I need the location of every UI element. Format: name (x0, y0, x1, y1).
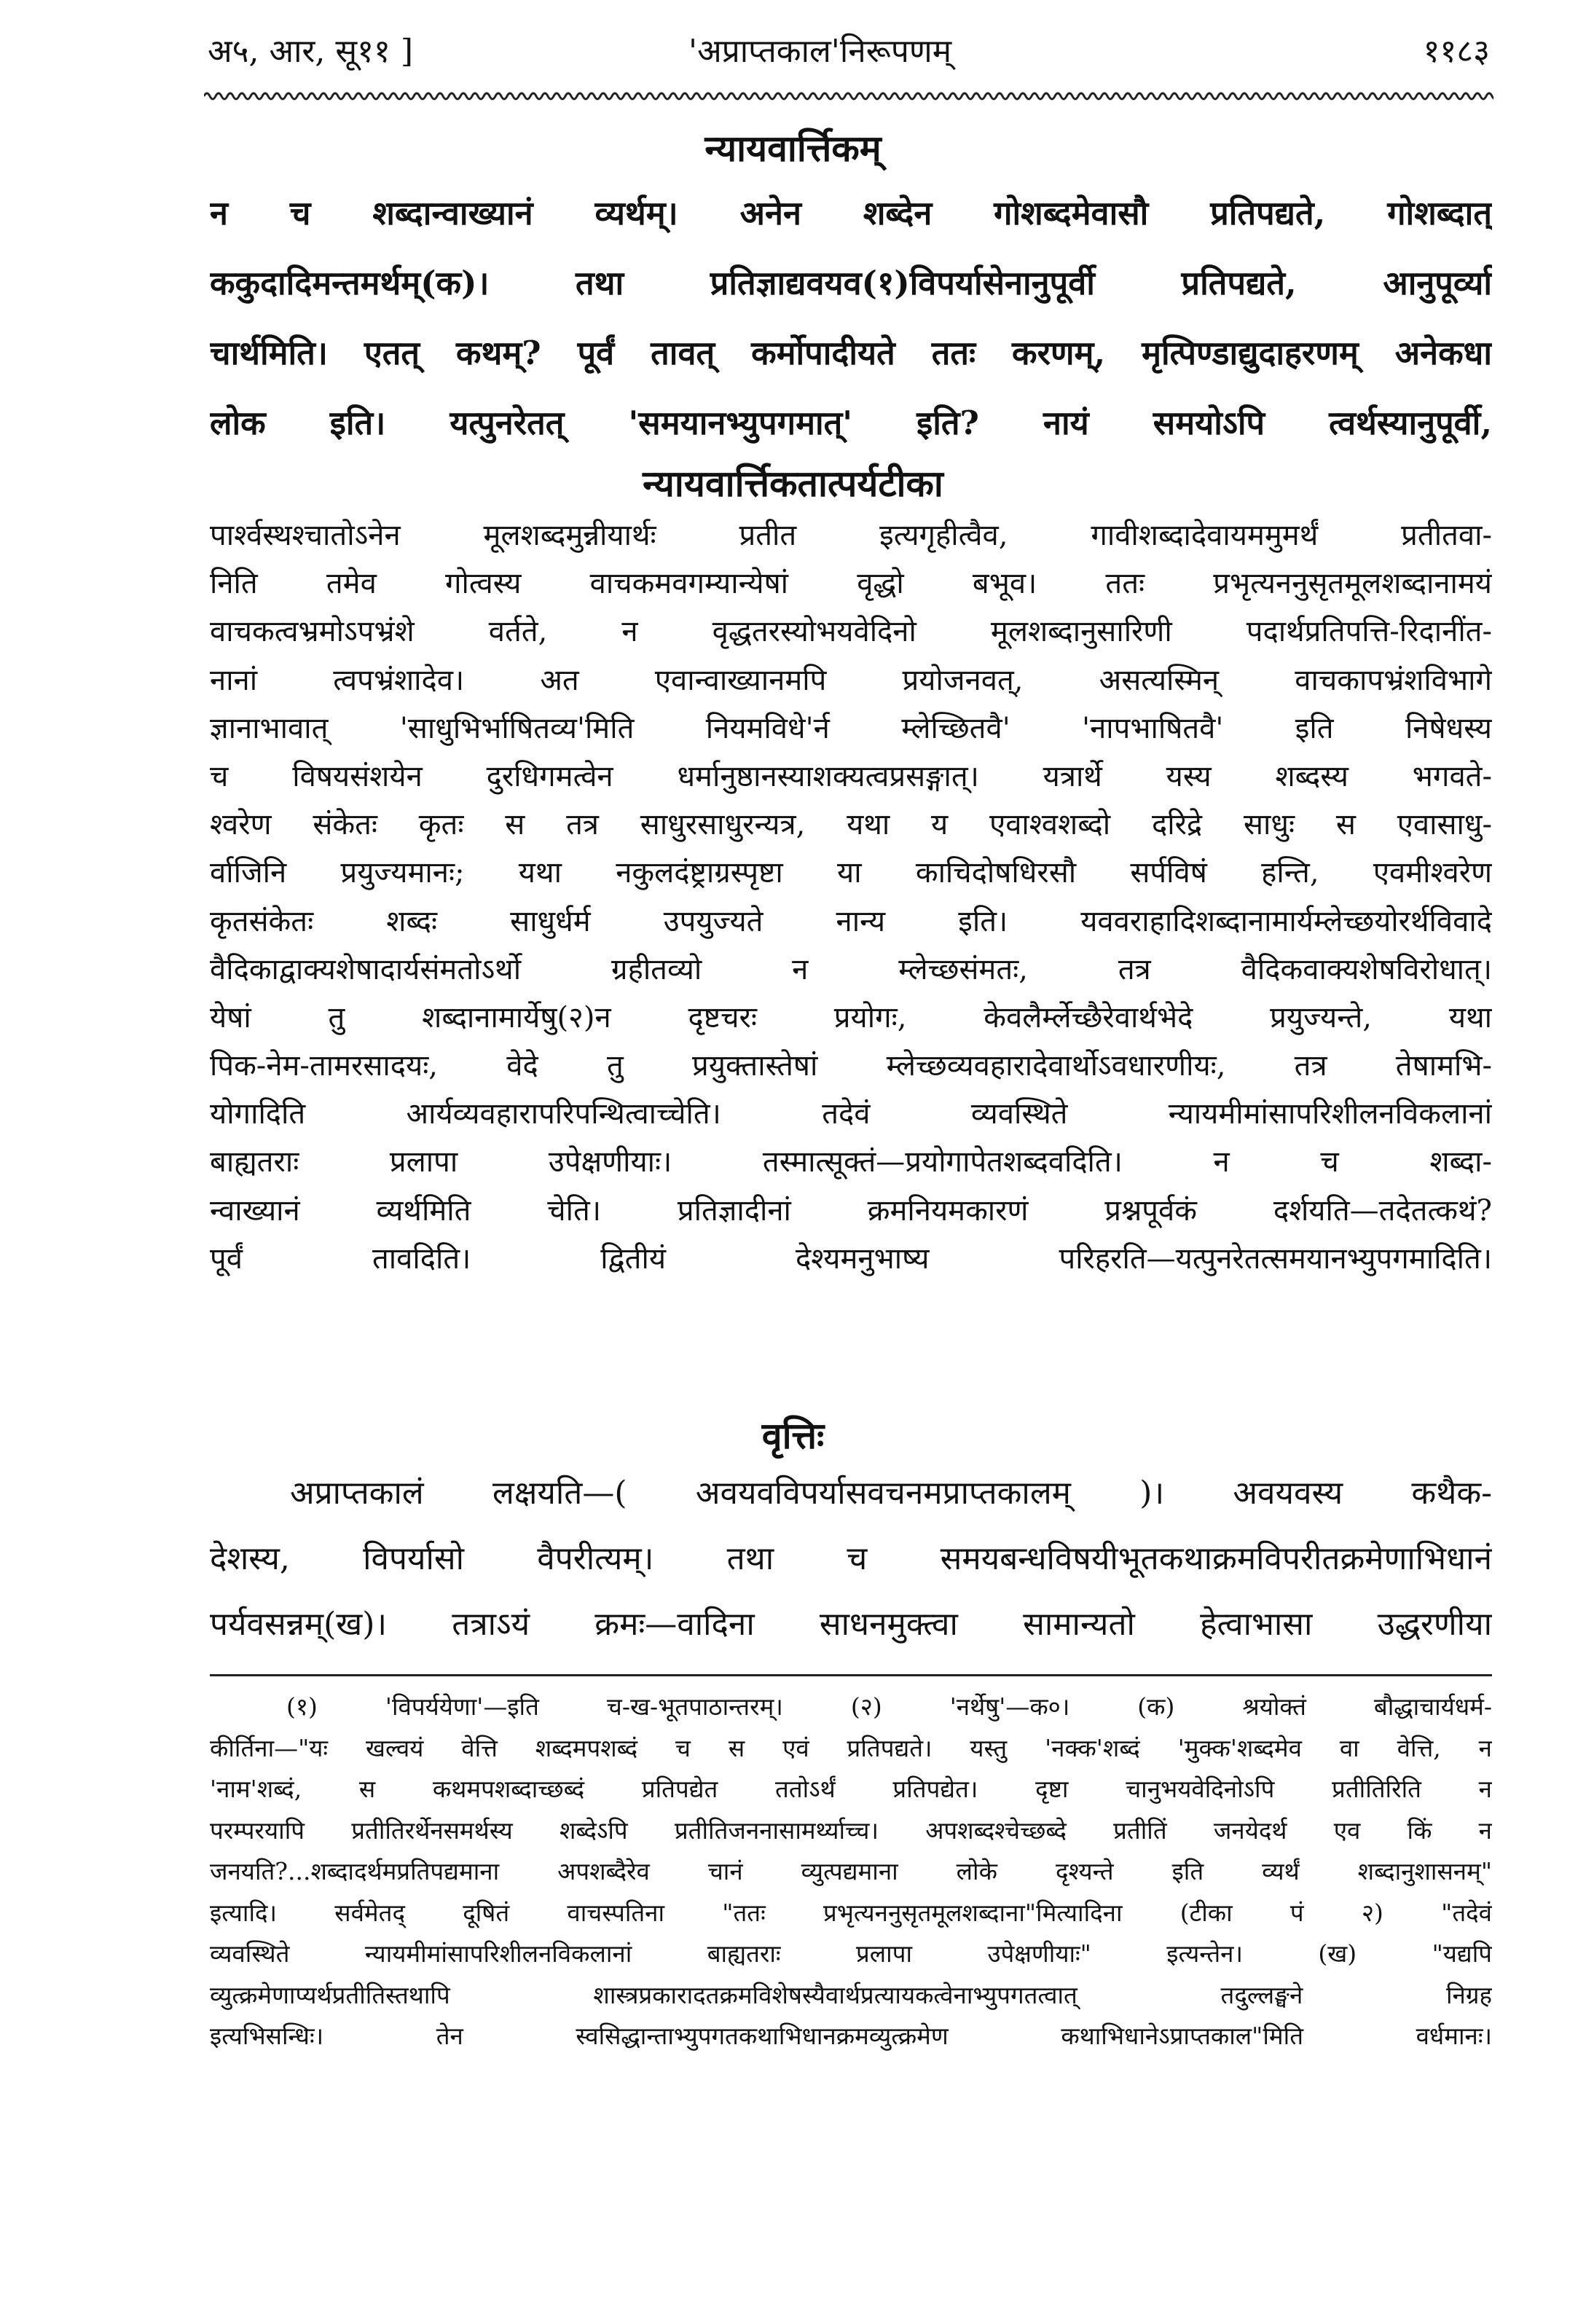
footnote-line: व्यवस्थिते न्यायमीमांसापरिशीलनविकलानां बाह्यतराः प्रलापा उपेक्षणीयाः" इत्यन्तेन। (ख) "यद्यपि (210, 1939, 1492, 1968)
vritti-text (210, 1461, 1492, 1657)
text-line: ककुदादिमन्तमर्थम्(क)। तथा प्रतिज्ञाद्यवयव(१)विपर्यासेनानुपूर्वी प्रतिपद्यते, आनुपूर्व्या (210, 264, 1492, 302)
footnote-rule (210, 1674, 1492, 1676)
section-heading-vritti: वृत्तिः (761, 1414, 825, 1457)
header-title: 'अप्राप्तकाल'निरूपणम् (688, 33, 952, 70)
text-line: वाचकत्वभ्रमोऽपभ्रंशे वर्तते, न वृद्धतरस्योभयवेदिनो मूलशब्दानुसारिणी पदार्थप्रतिपत्ति-रिदानींत- (210, 615, 1492, 649)
section-heading-tatparyatika: न्यायवार्त्तिकतात्पर्यटीका (643, 462, 943, 505)
text-line: पर्यवसन्नम्(ख)। तत्राऽयं क्रमः—वादिना साधनमुक्त्वा सामान्यतो हेत्वाभासा उद्धरणीया (210, 1606, 1492, 1643)
footnote-line: (१) 'विपर्ययेणा'—इति च-ख-भूतपाठान्तरम्। (२) 'नर्थेषु'—क०। (क) श्रयोक्तं बौद्धाचार्यधर्म- (286, 1692, 1492, 1721)
section-heading-nyayavartika: न्यायवार्त्तिकम् (704, 127, 882, 170)
text-line: बाह्यतराः प्रलापा उपेक्षणीयाः। तस्मात्सूक्तं—प्रयोगापेतशब्दवदिति। न च शब्दा- (210, 1145, 1492, 1179)
text-line: कृतसंकेतः शब्दः साधुर्धर्म उपयुज्यते नान्य इति। यववराहादिशब्दानामार्यम्लेच्छयोरर्थविवादे (210, 904, 1492, 938)
text-line: नानां त्वपभ्रंशादेव। अत एवान्वाख्यानमपि प्रयोजनवत्, असत्यस्मिन् वाचकापभ्रंशविभागे (210, 663, 1492, 697)
text-line: च विषयसंशयेन दुरधिगमत्वेन धर्मानुष्ठानस्याशक्यत्वप्रसङ्गात्। यत्रार्थे यस्य शब्दस्य भगवते- (210, 759, 1492, 793)
text-line: र्वाजिनि प्रयुज्यमानः; यथा नकुलदंष्ट्राग्रस्पृष्टा या काचिदोषधिरसौ सर्पविषं हन्ति, एवमीश्वरेण (210, 856, 1492, 890)
text-line: येषां तु शब्दानामार्येषु(२)न दृष्टचरः प्रयोगः, केवलैर्म्लेच्छैरेवार्थभेदे प्रयुज्यन्ते, यथा (210, 1000, 1492, 1035)
text-line: लोक इति। यत्पुनरेतत् 'समयानभ्युपगमात्' इति? नायं समयोऽपि त्वर्थस्यानुपूर्वी, (210, 404, 1492, 442)
text-line: अप्राप्तकालं लक्षयति—( अवयवविपर्यासवचनमप्राप्तकालम् )। अवयवस्य कथैक- (290, 1475, 1492, 1512)
text-line: श्वरेण संकेतः कृतः स तत्र साधुरसाधुरन्यत्र, यथा य एवाश्वशब्दो दरिद्रे साधुः स एवासाधु- (210, 808, 1492, 842)
text-line: देशस्य, विपर्यासो वैपरीत्यम्। तथा च समयबन्धविषयीभूतकथाक्रमविपरीतक्रमेणाभिधानं (210, 1540, 1492, 1577)
text-line: पिक-नेम-तामरसादयः, वेदे तु प्रयुक्तास्तेषां म्लेच्छव्यवहारादेवार्थोऽवधारणीयः, तत्र तेषामभि- (210, 1049, 1492, 1083)
text-line: चार्थमिति। एतत् कथम्? पूर्वं तावत् कर्मोपादीयते ततः करणम्, मृत्पिण्डाद्युदाहरणम् अनेकधा (210, 334, 1492, 372)
text-line: न्वाख्यानं व्यर्थमिति चेति। प्रतिज्ञादीनां क्रमनियमकारणं प्रश्नपूर्वकं दर्शयति—तदेतत्कथं? (210, 1193, 1492, 1228)
footnote-line: इत्यादि। सर्वमेतद् दूषितं वाचस्पतिना "ततः प्रभृत्यननुसृतमूलशब्दाना"मित्यादिना (टीका पं २) "तदेवं (210, 1898, 1492, 1927)
text-line: योगादिति आर्यव्यवहारापरिपन्थित्वाच्चेति। तदेवं व्यवस्थिते न्यायमीमांसापरिशीलनविकलानां (210, 1097, 1492, 1131)
header-reference: अ५, आर, सू११ ] (208, 33, 414, 70)
footnote-line: इत्यभिसन्धिः। तेन स्वसिद्धान्ताभ्युपगतकथाभिधानक्रमव्युत्क्रमेण कथाभिधानेऽप्राप्तकाल"मिति वर्धमानः। (210, 2022, 1492, 2050)
footnote-line: व्युत्क्रमेणाप्यर्थप्रतीतिस्तथापि शास्त्रप्रकारादतक्रमविशेषस्यैवार्थप्रत्यायकत्वेनाभ्युपगतत्वात् तदुल्लङ्घने निग्रह (210, 1980, 1492, 2009)
text-line: निति तमेव गोत्वस्य वाचकमवगम्यान्येषां वृद्धो बभूव। ततः प्रभृत्यननुसृतमूलशब्दानामयं (210, 567, 1492, 601)
text-line: पूर्वं तावदिति। द्वितीयं देश्यमनुभाष्य परिहरति—यत्पुनरेतत्समयानभ्युपगमादिति। (210, 1241, 1492, 1276)
nyayavartika-text (210, 178, 1492, 458)
wavy-divider (204, 87, 1493, 105)
tatparyatika-text (210, 511, 1492, 1283)
footnote-line: परम्परयापि प्रतीतिरर्थेनसमर्थस्य शब्देऽपि प्रतीतिजननासामर्थ्याच्च। अपशब्दश्चेच्छब्दे प्रतीतिं जनयेदर्थ एव किं न (210, 1815, 1492, 1845)
text-line: पार्श्वस्थश्चातोऽनेन मूलशब्दमुन्नीयार्थः प्रतीत इत्यगृहीत्वैव, गावीशब्दादेवायममुमर्थं प्रतीतवा- (210, 519, 1492, 552)
page-number: ११८३ (1423, 33, 1490, 70)
text-line: ज्ञानाभावात् 'साधुभिर्भाषितव्य'मिति नियमविधे'र्न म्लेच्छितवै' 'नापभाषितवै' इति निषेधस्य (210, 711, 1492, 745)
footnote-line: जनयति?...शब्दादर्थमप्रतिपद्यमाना अपशब्दैरेव चानं व्युत्पद्यमाना लोके दृश्यन्ते इति व्यर्थं शब्दानुशासनम्" (210, 1857, 1492, 1885)
text-line: वैदिकाद्वाक्यशेषादार्यसंमतोऽर्थो ग्रहीतव्यो न म्लेच्छसंमतः, तत्र वैदिकवाक्यशेषविरोधात्। (210, 952, 1492, 986)
footnote-line: 'नाम'शब्दं, स कथमपशब्दाच्छब्दं प्रतिपद्येत ततोऽर्थं प्रतिपद्येत। दृष्टा चानुभयवेदिनोऽपि प्रतीतिरिति न (210, 1775, 1492, 1803)
running-header (208, 28, 1490, 79)
footnote-line: कीर्तिना—"यः खल्वयं वेत्ति शब्दमपशब्दं च स एवं प्रतिपद्यते। यस्तु 'नक्क'शब्दं 'मुक्क'शब्दमेव वा वेत्ति, न (210, 1733, 1492, 1762)
text-line: न च शब्दान्वाख्यानं व्यर्थम्। अनेन शब्देन गोशब्दमेवासौ प्रतिपद्यते, गोशब्दात् (210, 194, 1492, 232)
footnotes (210, 1687, 1492, 2057)
